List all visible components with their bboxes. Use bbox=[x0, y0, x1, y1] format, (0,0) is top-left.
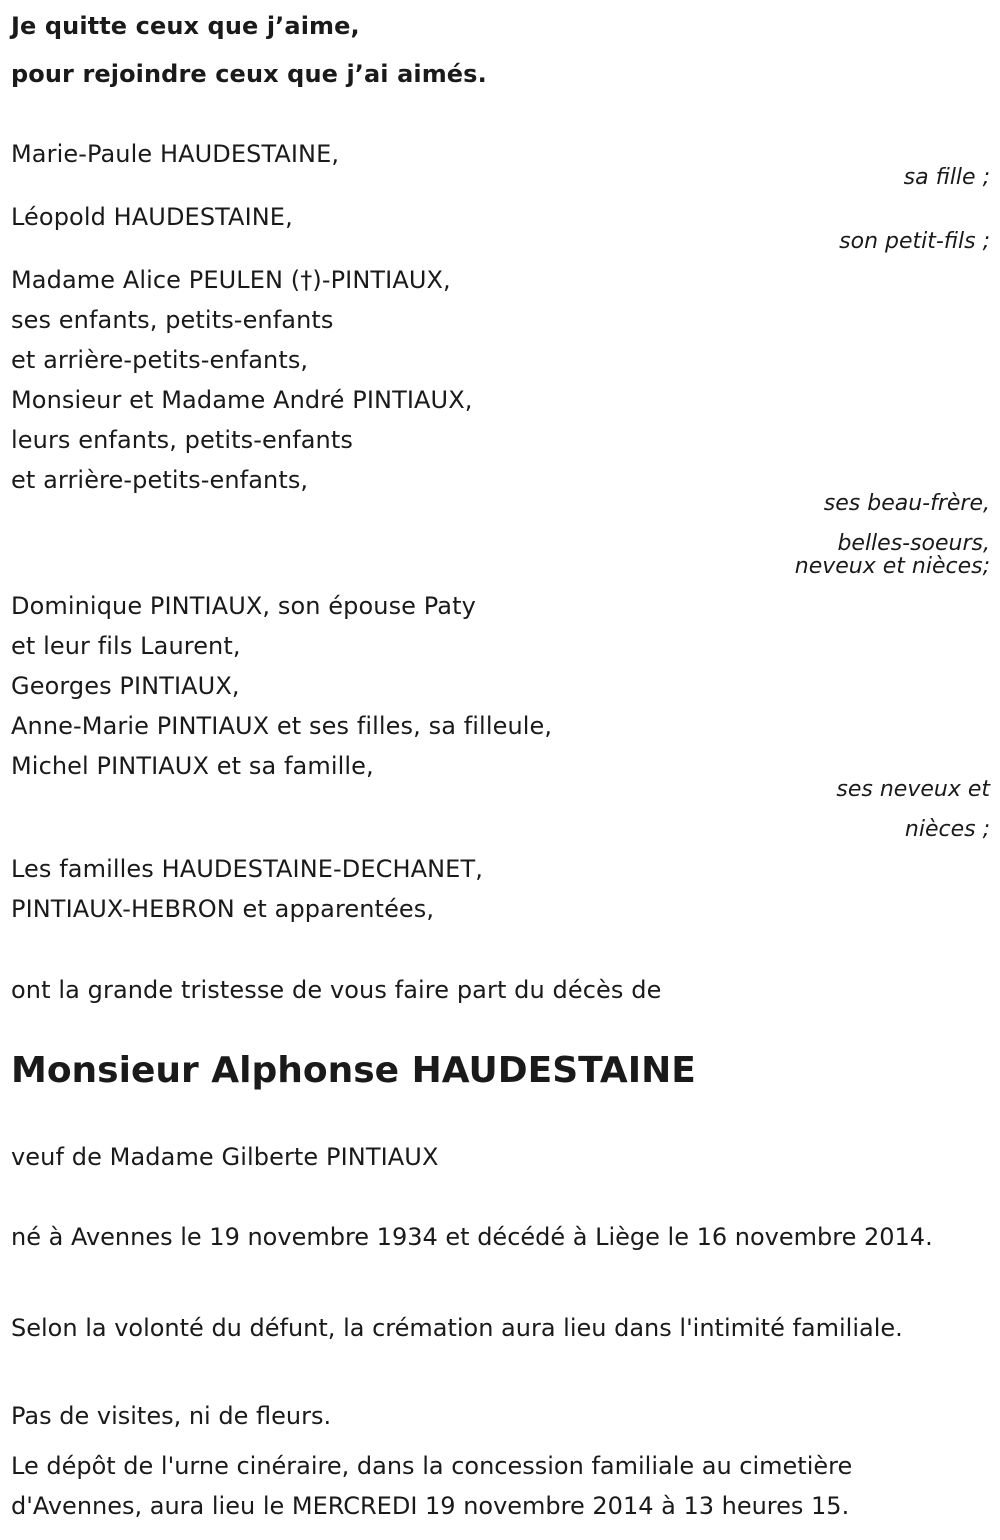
nephews-relation-1: ses neveux et bbox=[836, 777, 990, 802]
families-line-2: PINTIAUX-HEBRON et apparentées, bbox=[11, 895, 435, 923]
in-laws-line: Monsieur et Madame André PINTIAUX, bbox=[11, 386, 473, 414]
epigraph-line-2: pour rejoindre ceux que j’ai aimés. bbox=[11, 60, 487, 88]
nephews-line: et leur fils Laurent, bbox=[11, 632, 241, 660]
no-visits-text: Pas de visites, ni de fleurs. bbox=[11, 1402, 332, 1430]
daughter-name: Marie-Paule HAUDESTAINE, bbox=[11, 140, 340, 168]
grandson-relation: son petit-fils ; bbox=[839, 229, 990, 254]
daughter-relation: sa fille ; bbox=[903, 165, 990, 190]
in-laws-relation-3: neveux et nièces; bbox=[794, 554, 990, 579]
in-laws-line: ses enfants, petits-enfants bbox=[11, 306, 334, 334]
in-laws-relation-1: ses beau-frère, bbox=[823, 491, 990, 516]
nephews-line: Georges PINTIAUX, bbox=[11, 672, 240, 700]
urn-deposit-text: Le dépôt de l'urne cinéraire, dans la concession familiale au cimetière d'Avennes, aura lieu le MERCREDI 19 novembre 2014 à 13 heures 15. bbox=[11, 1452, 853, 1520]
nephews-line: Anne-Marie PINTIAUX et ses filles, sa filleule, bbox=[11, 712, 553, 740]
in-laws-line: et arrière-petits-enfants, bbox=[11, 346, 309, 374]
announcement-text: ont la grande tristesse de vous faire part du décès de bbox=[11, 976, 662, 1004]
nephews-line: Michel PINTIAUX et sa famille, bbox=[11, 752, 374, 780]
in-laws-line: leurs enfants, petits-enfants bbox=[11, 426, 353, 454]
in-laws-relation-2: belles-soeurs, bbox=[837, 531, 990, 556]
birth-death-text: né à Avennes le 19 novembre 1934 et décédé à Liège le 16 novembre 2014. bbox=[11, 1223, 933, 1251]
families-line-1: Les familles HAUDESTAINE-DECHANET, bbox=[11, 855, 483, 883]
grandson-name: Léopold HAUDESTAINE, bbox=[11, 203, 293, 231]
epigraph-line-1: Je quitte ceux que j’aime, bbox=[11, 12, 360, 40]
deceased-name: Monsieur Alphonse HAUDESTAINE bbox=[11, 1050, 696, 1091]
in-laws-line: Madame Alice PEULEN (†)-PINTIAUX, bbox=[11, 266, 451, 294]
nephews-line: Dominique PINTIAUX, son épouse Paty bbox=[11, 592, 476, 620]
widower-of: veuf de Madame Gilberte PINTIAUX bbox=[11, 1143, 439, 1171]
in-laws-line: et arrière-petits-enfants, bbox=[11, 466, 309, 494]
cremation-text: Selon la volonté du défunt, la crémation aura lieu dans l'intimité familiale. bbox=[11, 1314, 903, 1342]
nephews-relation-2: nièces ; bbox=[904, 817, 990, 842]
